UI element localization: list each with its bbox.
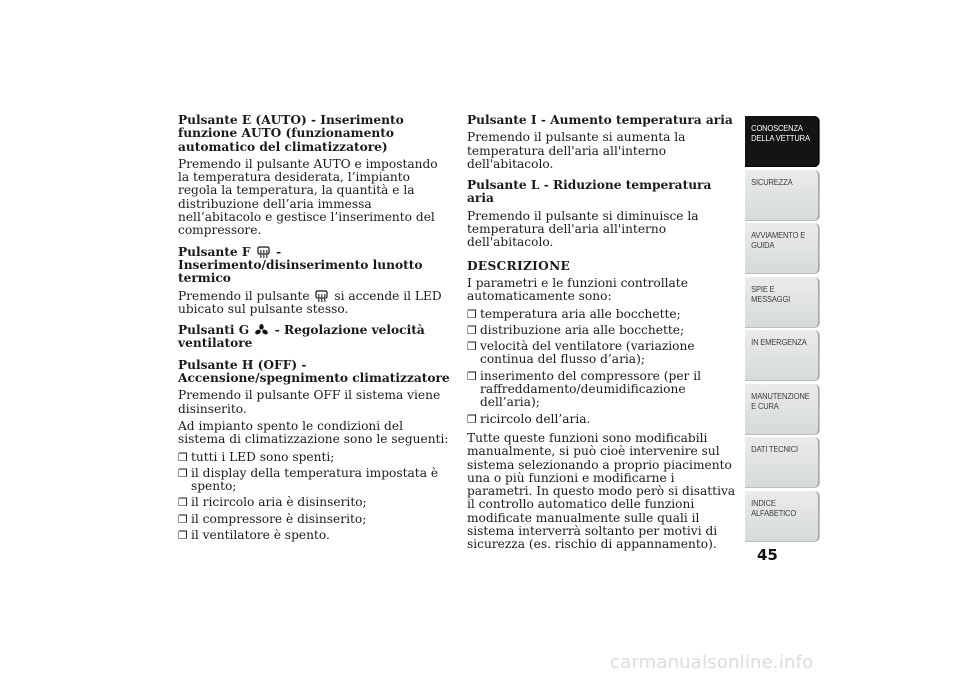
section-g-heading-start: Pulsanti G	[178, 323, 250, 338]
section-e-text: Premendo il pulsante AUTO e impostando la temperatura desiderata, l’impianto regola la temperatura, la quantità e la distribuzione dell’aria immessa nell’abitacolo e gestisce l’inserimento del compressore.	[178, 156, 438, 238]
checkbox-bullet-icon: ❒	[178, 529, 188, 543]
right-column	[467, 114, 741, 556]
section-l-text: Premendo il pulsante si diminuisce la temperatura dell'aria all'interno dell'abitacolo.	[467, 208, 699, 250]
section-i-heading: Pulsante I - Aumento temperatura aria	[467, 113, 733, 127]
list-item: ❒ velocità del ventilatore (variazione continua del flusso d’aria);	[467, 339, 695, 367]
section-l-heading: Pulsante L - Riduzione temperatura aria	[467, 178, 712, 206]
list-item: ❒ il compressore è disinserito;	[178, 511, 367, 526]
closing-text: Tutte queste funzioni sono modificabili manualmente, si può cioè intervenire sul sistema selezionando a proprio piacimento una o più funzioni e modificarne i parametri. In questo modo però si disattiva il controllo automatico delle funzioni modificate manualmente sulle quali il sistema interverrà soltanto per motivi di sicurezza (es. rischio di appannamento).	[467, 430, 736, 552]
section-f-text	[178, 290, 452, 317]
list-item: ❒ il ventilatore è spento.	[178, 528, 330, 543]
rear-window-defrost-icon	[315, 290, 328, 302]
section-i-text: Premendo il pulsante si aumenta la temperatura dell'aria all'interno dell'abitacolo.	[467, 130, 686, 171]
section-f-heading-start: Pulsante F	[178, 244, 251, 259]
section-g-heading	[178, 324, 452, 351]
tab-spie-e-messaggi[interactable]: SPIE E MESSAGGI	[745, 277, 820, 328]
chapter-tabs	[745, 116, 820, 544]
fan-icon	[255, 324, 268, 336]
watermark: carmanualsonline.info	[610, 652, 814, 673]
off-conditions-list	[178, 451, 452, 543]
tab-in-emergenza[interactable]: IN EMERGENZA	[745, 330, 820, 381]
left-column	[178, 114, 452, 545]
tab-manutenzione-e-cura[interactable]: MANUTENZIONE E CURA	[745, 384, 820, 435]
list-item: ❒ distribuzione aria alle bocchette;	[467, 322, 685, 337]
section-f-heading	[178, 246, 452, 286]
checkbox-bullet-icon: ❒	[467, 412, 477, 426]
tab-dati-tecnici[interactable]: DATI TECNICI	[745, 437, 820, 488]
checkbox-bullet-icon: ❒	[467, 323, 477, 337]
list-item: ❒ tutti i LED sono spenti;	[178, 449, 335, 464]
section-f-text-start: Premendo il pulsante	[178, 288, 310, 303]
section-h-text-1: Premendo il pulsante OFF il sistema viene disinserito.	[178, 388, 441, 416]
list-item: ❒ il ricircolo aria è disinserito;	[178, 495, 367, 510]
page-number: 45	[757, 546, 778, 564]
description-text: I parametri e le funzioni controllate automaticamente sono:	[467, 275, 688, 304]
checkbox-bullet-icon: ❒	[178, 512, 188, 526]
auto-parameters-list	[467, 308, 741, 426]
tab-sicurezza[interactable]: SICUREZZA	[745, 170, 820, 221]
checkbox-bullet-icon: ❒	[178, 466, 188, 480]
list-item: ❒ inserimento del compressore (per il raffreddamento/deumidificazione dell’aria);	[467, 368, 702, 410]
section-f-heading-end: - Inserimento/disinserimento lunotto termico	[178, 244, 423, 286]
list-item: ❒ temperatura aria alle bocchette;	[467, 306, 681, 321]
rear-window-defrost-icon	[257, 246, 270, 258]
description-heading: DESCRIZIONE	[467, 258, 571, 273]
list-item: ❒ ricircolo dell’aria.	[467, 411, 591, 426]
tab-indice-alfabetico[interactable]: INDICE ALFABETICO	[745, 491, 820, 542]
section-e-heading: Pulsante E (AUTO) - Inserimento funzione AUTO (funzionamento automatico del climatizzatore)	[178, 113, 404, 154]
section-f-text-end: si accende il LED ubicato sul pulsante stesso.	[178, 288, 442, 316]
checkbox-bullet-icon: ❒	[467, 307, 477, 321]
checkbox-bullet-icon: ❒	[467, 369, 477, 383]
checkbox-bullet-icon: ❒	[178, 496, 188, 510]
checkbox-bullet-icon: ❒	[178, 450, 188, 464]
section-g-heading-end: - Regolazione velocità ventilatore	[178, 323, 425, 351]
list-item: ❒ il display della temperatura impostata è spento;	[178, 465, 439, 494]
checkbox-bullet-icon: ❒	[467, 340, 477, 354]
tab-conoscenza-della-vettura[interactable]: CONOSCENZA DELLA VETTURA	[745, 116, 820, 167]
section-h-text-2: Ad impianto spento le condizioni del sistema di climatizzazione sono le seguenti:	[178, 418, 449, 447]
tab-avviamento-e-guida[interactable]: AVVIAMENTO E GUIDA	[745, 223, 820, 274]
section-h-heading: Pulsante H (OFF) - Accensione/spegnimento climatizzatore	[178, 357, 450, 386]
